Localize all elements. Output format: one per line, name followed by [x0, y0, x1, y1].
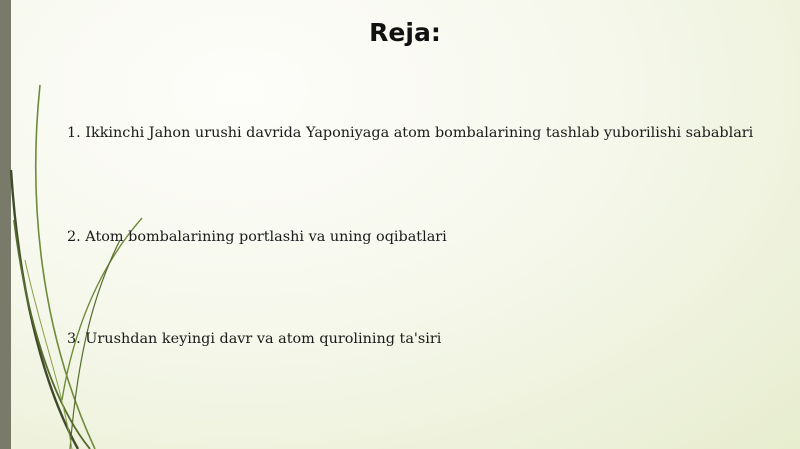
decorative-grass-lines	[0, 0, 160, 449]
list-item: 2. Atom bombalarining portlashi va uning oqibatlari	[67, 229, 447, 245]
list-item: 1. Ikkinchi Jahon urushi davrida Yaponiyaga atom bombalarining tashlab yuborilishi sabablari	[67, 125, 754, 141]
slide-title: Reja:	[369, 18, 441, 47]
list-item: 3. Urushdan keyingi davr va atom qurolining ta'siri	[67, 331, 442, 347]
